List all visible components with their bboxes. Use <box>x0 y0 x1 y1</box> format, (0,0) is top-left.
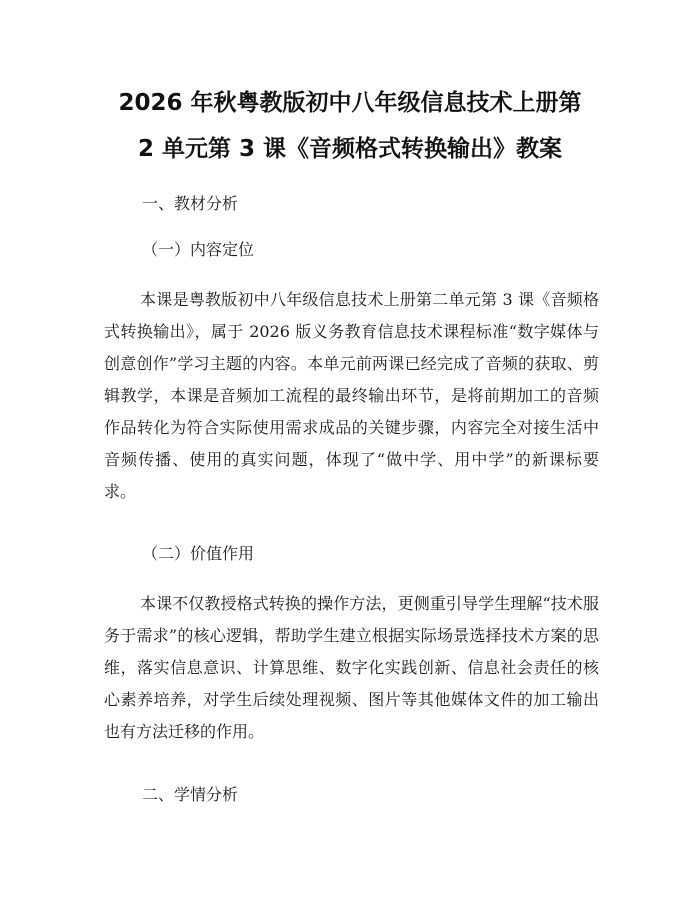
document-title-line-1: 2026 年秋粤教版初中八年级信息技术上册第 <box>118 90 582 116</box>
section-heading-1: 一、教材分析 <box>142 194 239 213</box>
paragraph-value-role: 本课不仅教授格式转换的操作方法，更侧重引导学生理解“技术服务于需求”的核心逻辑，帮助学生建立根据实际场景选择技术方案的思维，落实信息意识、计算思维、数字化实践创新、信息社会责任的核心素养培养，对学生后续处理视频、图片等其他媒体文件的加工输出也有方法迁移的作用。 <box>104 594 599 741</box>
subsection-heading-2: （二）价值作用 <box>142 544 255 563</box>
subsection-heading-1: （一）内容定位 <box>142 240 255 259</box>
paragraph-content-positioning: 本课是粤教版初中八年级信息技术上册第二单元第 3 课《音频格式转换输出》，属于 2026 版义务教育信息技术课程标准“数字媒体与创意创作”学习主题的内容。本单元前两课已经完成了音频的获取、剪辑教学，本课是音频加工流程的最终输出环节，是将前期加工的音频作品转化为符合实际使用需求成品的关键步骤，内容完全对接生活中音频传播、使用的真实问题，体现了“做中学、用中学”的新课标要求。 <box>104 290 599 501</box>
section-heading-2: 二、学情分析 <box>142 785 239 804</box>
document-title-line-2: 2 单元第 3 课《音频格式转换输出》教案 <box>137 136 563 162</box>
